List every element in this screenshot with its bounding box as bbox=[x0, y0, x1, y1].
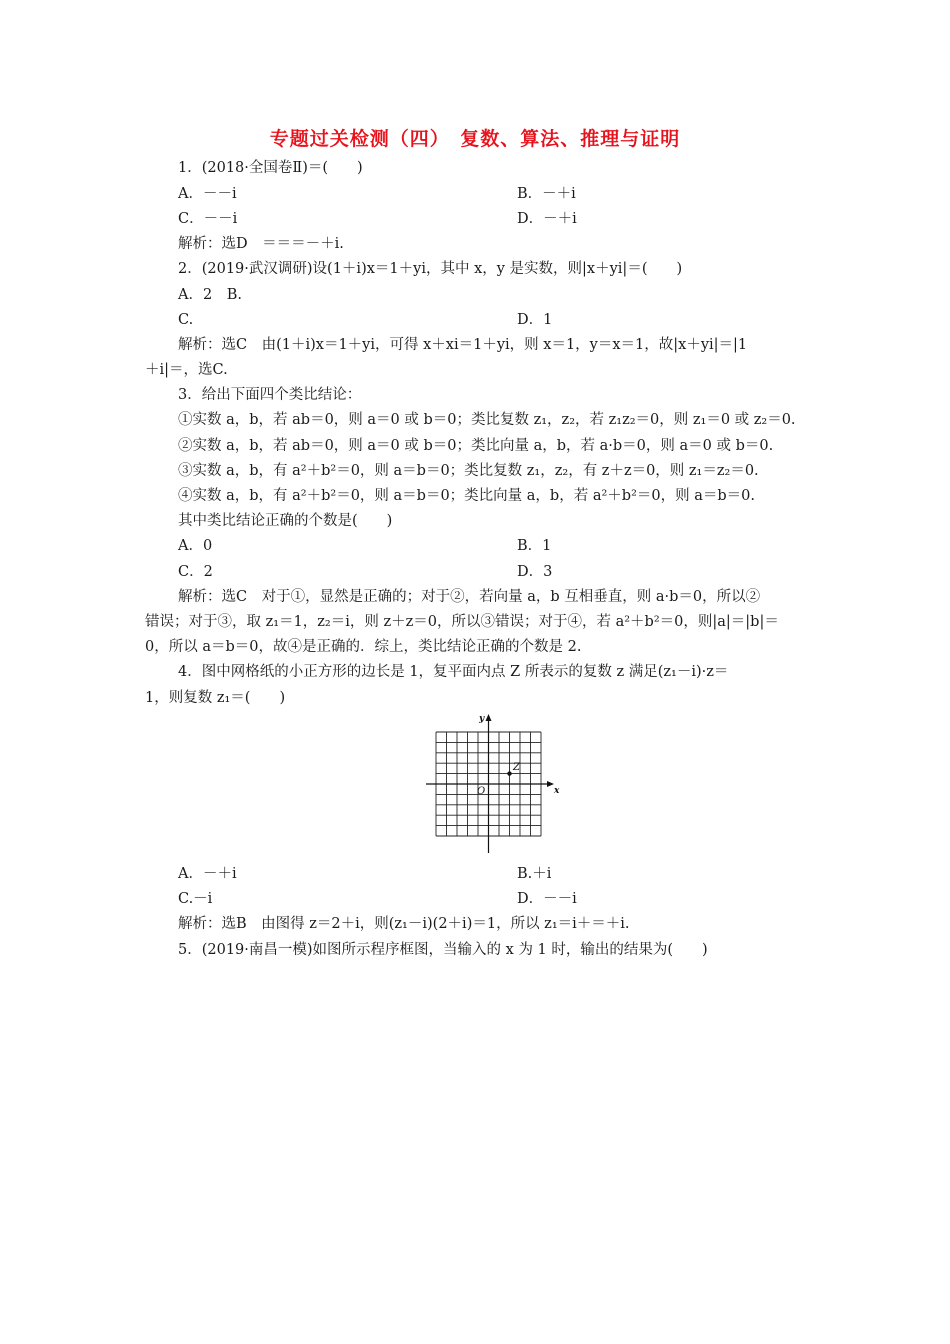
q4-option-b: B.＋i bbox=[517, 866, 552, 882]
x-axis-arrow-icon bbox=[547, 781, 554, 787]
q3-item-3: ③实数 a，b，有 a²＋b²＝0，则 a＝b＝0；类比复数 z₁，z₂，有 z＋z＝0，则 z₁＝z₂＝0. bbox=[178, 463, 759, 479]
complex-plane-figure bbox=[424, 710, 564, 856]
q1-stem: 1．(2018·全国卷Ⅱ)＝( ) bbox=[178, 160, 363, 176]
point-z-dot bbox=[507, 771, 511, 775]
q1-option-b: B．－＋i bbox=[517, 186, 576, 202]
q2-solution-line1: 解析：选C 由(1＋i)x＝1＋yi，可得 x＋xi＝1＋yi，则 x＝1，y＝x＝1，故|x＋yi|＝|1 bbox=[178, 337, 748, 353]
q2-stem: 2．(2019·武汉调研)设(1＋i)x＝1＋yi，其中 x，y 是实数，则|x＋yi|＝( ) bbox=[178, 261, 683, 277]
q3-question: 其中类比结论正确的个数是( ) bbox=[178, 513, 393, 529]
q3-item-4: ④实数 a，b，有 a²＋b²＝0，则 a＝b＝0；类比向量 a，b，若 a²＋b²＝0，则 a＝b＝0. bbox=[178, 488, 755, 504]
x-axis-label: x bbox=[554, 786, 560, 796]
q4-stem-line2: 1，则复数 z₁＝( ) bbox=[145, 690, 286, 706]
q3-option-c: C．2 bbox=[178, 564, 213, 580]
q3-solution-line1: 解析：选C 对于①，显然是正确的；对于②，若向量 a，b 互相垂直，则 a·b＝0，所以② bbox=[178, 589, 761, 605]
q1-option-a: A．－－i bbox=[178, 186, 237, 202]
q3-option-d: D．3 bbox=[517, 564, 553, 580]
q1-option-d: D．－＋i bbox=[517, 211, 577, 227]
q5-stem: 5．(2019·南昌一模)如图所示程序框图，当输入的 x 为 1 时，输出的结果为( ) bbox=[178, 942, 708, 958]
y-axis-arrow-icon bbox=[486, 714, 492, 721]
q2-solution-line2: ＋i|＝，选C. bbox=[145, 362, 228, 378]
q4-stem-line1: 4．图中网格纸的小正方形的边长是 1，复平面内点 Z 所表示的复数 z 满足(z₁－i)·z＝ bbox=[178, 664, 729, 680]
q2-option-d: D．1 bbox=[517, 312, 553, 328]
q2-option-c: C. bbox=[178, 312, 194, 328]
q4-solution: 解析：选B 由图得 z＝2＋i，则(z₁－i)(2＋i)＝1，所以 z₁＝i＋＝＋i. bbox=[178, 916, 630, 932]
page-title: 专题过关检测（四） 复数、算法、推理与证明 bbox=[269, 128, 681, 150]
q4-option-d: D．－－i bbox=[517, 891, 577, 907]
grid-svg bbox=[424, 710, 564, 856]
q1-solution: 解析：选D ＝＝＝－＋i. bbox=[178, 236, 344, 252]
q3-option-a: A．0 bbox=[178, 538, 213, 554]
q1-option-c: C．－－i bbox=[178, 211, 238, 227]
origin-label: O bbox=[477, 786, 486, 797]
q3-solution-line3: 0，所以 a＝b＝0，故④是正确的．综上，类比结论正确的个数是 2. bbox=[145, 639, 582, 655]
point-z-label: Z bbox=[513, 762, 520, 773]
q3-stem: 3．给出下面四个类比结论： bbox=[178, 387, 362, 403]
q3-solution-line2: 错误；对于③，取 z₁＝1，z₂＝i，则 z＋z＝0，所以③错误；对于④，若 a²＋b²＝0，则|a|＝|b|＝ bbox=[145, 614, 779, 630]
q2-option-ab: A．2 B. bbox=[178, 287, 242, 303]
q4-option-a: A．－＋i bbox=[178, 866, 237, 882]
y-axis-label: y bbox=[479, 714, 485, 724]
q3-option-b: B．1 bbox=[517, 538, 552, 554]
q4-option-c: C.－i bbox=[178, 891, 213, 907]
q3-item-2: ②实数 a，b，若 ab＝0，则 a＝0 或 b＝0；类比向量 a，b，若 a·b＝0，则 a＝0 或 b＝0. bbox=[178, 438, 774, 454]
q3-item-1: ①实数 a，b，若 ab＝0，则 a＝0 或 b＝0；类比复数 z₁，z₂，若 z₁z₂＝0，则 z₁＝0 或 z₂＝0. bbox=[178, 412, 796, 428]
